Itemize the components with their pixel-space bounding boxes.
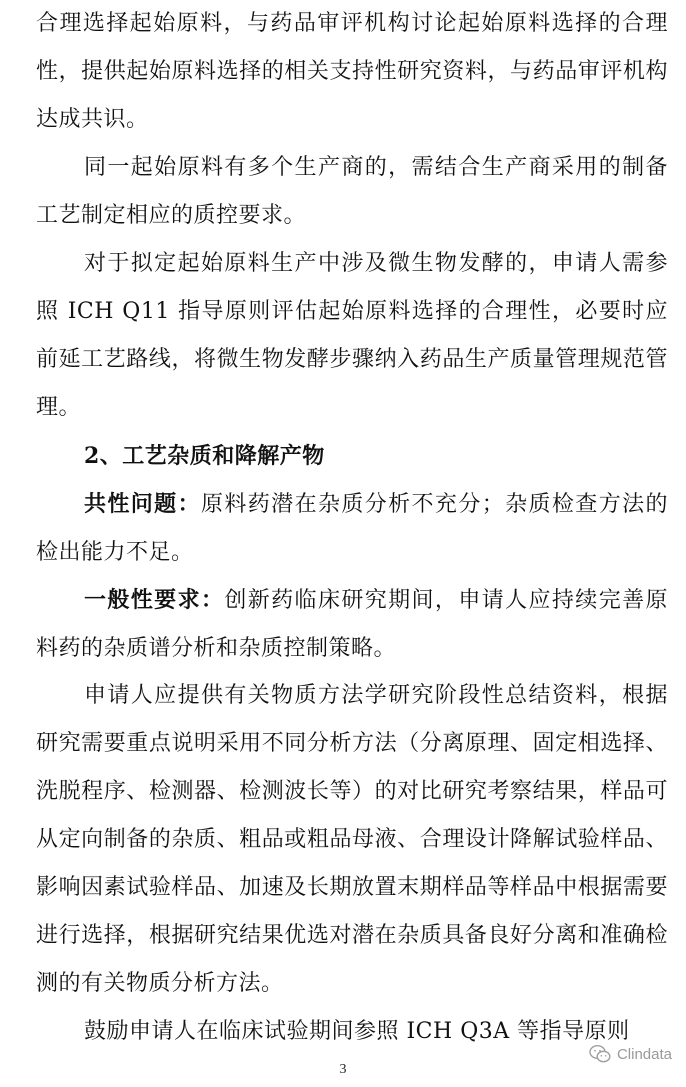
page-number: 3 bbox=[339, 1062, 347, 1077]
watermark-text: Clindata bbox=[616, 1045, 672, 1063]
watermark bbox=[589, 1044, 672, 1064]
paragraph-starting-material-rationale: 合理选择起始原料，与药品审评机构讨论起始原料选择的合理性，提供起始原料选择的相关支持性研究资料，与药品审评机构达成共识。 bbox=[36, 11, 668, 132]
common-issues-label: 共性问题： bbox=[84, 491, 201, 517]
paragraph-common-issues: 共性问题：原料药潜在杂质分析不充分；杂质检查方法的检出能力不足。 bbox=[36, 491, 668, 565]
paragraph-encourage-ich: 鼓励申请人在临床试验期间参照 ICH Q3A 等指导原则 bbox=[84, 1019, 630, 1044]
paragraph-method-study: 申请人应提供有关物质方法学研究阶段性总结资料，根据研究需要重点说明采用不同分析方法（分离原理、固定相选择、洗脱程序、检测器、检测波长等）的对比研究考察结果，样品可从定向制备的杂质、粗品或粗品母液、合理设计降解试验样品、影响因素试验样品、加速及长期放置末期样品等样品中根据需要进行选择，根据研究结果优选对潜在杂质具备良好分离和准确检测的有关物质分析方法。 bbox=[36, 683, 668, 996]
wechat-icon bbox=[589, 1044, 611, 1064]
section-heading: 2、工艺杂质和降解产物 bbox=[84, 443, 325, 469]
paragraph-microbial-fermentation: 对于拟定起始原料生产中涉及微生物发酵的，申请人需参照 ICH Q11 指导原则评估起始原料选择的合理性，必要时应前延工艺路线，将微生物发酵步骤纳入药品生产质量管理规范管理。 bbox=[36, 251, 668, 420]
paragraph-multiple-manufacturers: 同一起始原料有多个生产商的，需结合生产商采用的制备工艺制定相应的质控要求。 bbox=[36, 155, 668, 228]
paragraph-general-requirements: 一般性要求：创新药临床研究期间，申请人应持续完善原料药的杂质谱分析和杂质控制策略。 bbox=[36, 587, 668, 661]
general-requirements-label: 一般性要求： bbox=[84, 587, 225, 613]
